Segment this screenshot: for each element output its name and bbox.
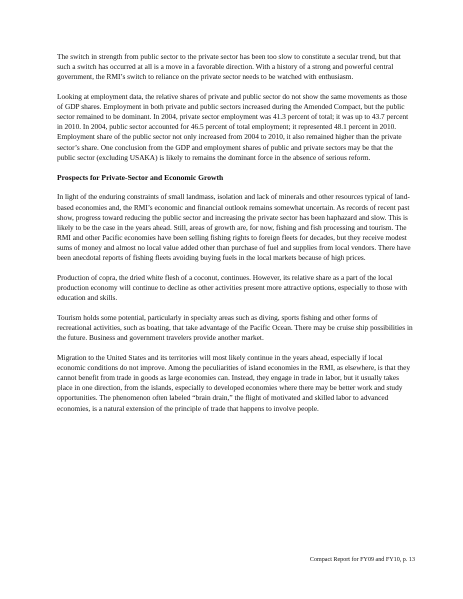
section-heading: Prospects for Private-Sector and Economic Growth — [57, 172, 224, 182]
paragraph-tourism: Tourism holds some potential, particularly in specialty areas such as diving, sports fishing and other forms of recreational activities, such as boating, that take advantage of the Pacific Ocean. There may be cruise ship possibilities in the future. Business and government travelers provide another market. — [57, 312, 413, 343]
paragraph-migration: Migration to the United States and its territories will most likely continue in the years ahead, especially if local economic conditions do not improve. Among the peculiarities of island economies in the RMI, as elsewhere, is that they cannot benefit from trade in goods as large economies can. Instead, they engage in trade in labor, but it usually takes place in one direction, from the islands, especially to developed economies where there may be better work and study opportunities. The phenomenon often labeled “brain drain,” the flight of motivated and skilled labor to advanced economies, is a natural extension of the principle of trade that happens to involve people. — [57, 353, 411, 413]
paragraph-sector-switch: The switch in strength from public sector to the private sector has been too slow to constitute a secular trend, but that such a switch has occurred at all is a move in a favorable direction. With a history of a strong and powerful central government, the RMI’s switch to reliance on the private sector needs to be watched with enthusiasm. — [57, 52, 401, 82]
paragraph-economic-outlook: In light of the enduring constraints of small landmass, isolation and lack of minerals and other resources typical of land-based economies and, the RMI’s economic and financial outlook remains somewhat uncertain. As records of recent past show, progress toward reducing the public sector and increasing the private sector has been haphazard and slow. This is likely to be the case in the years ahead. Still, areas of growth are, for now, fishing and fish processing and tourism. The RMI and other Pacific economies have been selling fishing rights to foreign fleets for decades, but they receive modest sums of money and almost no local value added other than purchase of fuel and supplies from local vendors. There have been anecdotal reports of fishing fleets avoiding buying fuels in the local markets because of high prices. — [57, 192, 411, 262]
document-body — [57, 52, 413, 423]
paragraph-copra-production: Production of copra, the dried white flesh of a coconut, continues. However, its relative share as a part of the local production economy will continue to decline as other activities present more attractive options, especially to those with education and skills. — [57, 272, 408, 303]
paragraph-employment-data: Looking at employment data, the relative shares of private and public sector do not show the same movements as those of GDP shares. Employment in both private and public sectors increased during the Amended Compact, but the public sector remained to be dominant. In 2004, private sector employment was 41.3 percent of total; it was up to 43.7 percent in 2010. In 2004, public sector accounted for 46.5 percent of total employment; it represented 48.1 percent in 2010. Employment share of the public sector not only increased from 2004 to 2010, it also remained higher than the private sector’s share. One conclusion from the GDP and employment shares of public and private sectors may be that the public sector (excluding USAKA) is likely to remains the dominant force in the absence of serious reform. — [57, 92, 409, 162]
page-footer: Compact Report for FY09 and FY10, p. 13 — [309, 557, 415, 563]
